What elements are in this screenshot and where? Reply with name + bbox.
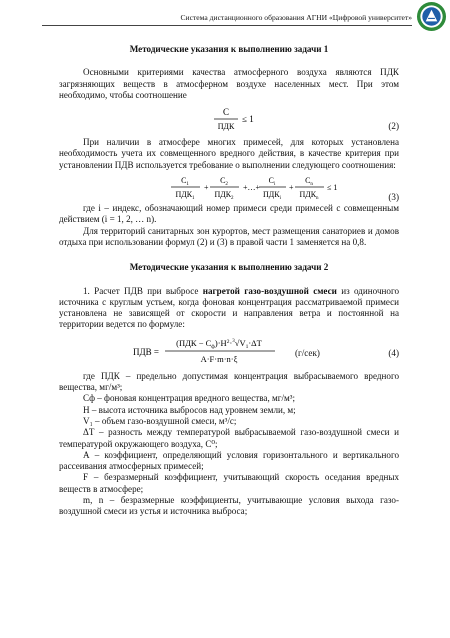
header-rule xyxy=(42,25,412,26)
page-header xyxy=(0,0,450,34)
svg-text:+: + xyxy=(289,183,294,193)
svg-text:ПДВ =: ПДВ = xyxy=(133,346,159,357)
svg-text:C: C xyxy=(222,107,230,118)
definition-a: А – коэффициент, определяющий условия горизонтального и вертикального рассеивания атмосферных примесей; xyxy=(59,449,399,472)
section1-paragraph-1: Основными критериями качества атмосферного воздуха являются ПДК загрязняющих веществ в атмосферном воздухе населенных мест. При этом необходимо, чтобы соотношение xyxy=(59,67,399,100)
definition-v1: V₁ – объем газо-воздушной смеси, м³/с; xyxy=(83,415,237,426)
svg-text:ПДК: ПДК xyxy=(217,122,235,132)
section1-paragraph-2: При наличии в атмосфере многих примесей, для которых установлена необходимость учета их совмещенного вредного действия, в качестве критерия при установлении ПДВ используется требование о выполнении следующего соотношения: xyxy=(59,137,399,170)
svg-text:+: + xyxy=(204,183,209,193)
formula-3-number: (3) xyxy=(388,192,399,203)
svg-text:A·F·m·n·ξ: A·F·m·n·ξ xyxy=(200,353,238,364)
svg-text:≤ 1: ≤ 1 xyxy=(242,114,254,125)
svg-text:+…+: +…+ xyxy=(243,183,261,193)
definition-pdk: где ПДК – предельно допустимая концентрация выбрасываемого вредного вещества, мг/м³; xyxy=(59,370,399,393)
section1-paragraph-4: Для территорий санитарных зон курортов, мест размещения санаториев и домов отдыха при использовании формул (2) и (3) в правой части 1 заменяется на 0,8. xyxy=(59,225,399,247)
formula-4 xyxy=(59,331,399,371)
section2-paragraph-1 xyxy=(59,286,399,331)
formula-2 xyxy=(59,101,399,137)
formula-3 xyxy=(59,171,399,203)
formula-2-graphic xyxy=(59,101,399,137)
svg-text:ПДКn: $ПДК_n$ xyxy=(299,190,319,202)
svg-text:Cn: $C_n$ xyxy=(305,176,313,188)
formula-2-number: (2) xyxy=(388,121,399,132)
definition-m-n: m, n – безразмерные коэффициенты, учитывающие условия выхода газо-воздушной смеси из устья и источника выброса; xyxy=(59,495,399,517)
section1-paragraph-3: где i – индекс, обозначающий номер примеси среди примесей с совмещенным действием (i = 1, 2, … n). xyxy=(59,203,399,225)
formula-4-unit: (г/сек) xyxy=(295,347,320,358)
svg-text:C2: $C_2$ xyxy=(220,176,228,188)
svg-text:ПДКi: $ПДК_i$ xyxy=(263,190,281,202)
svg-text:≤ 1: ≤ 1 xyxy=(327,183,338,193)
header-title: Система дистанционного образования АГНИ «Цифровой университет» xyxy=(180,13,412,22)
definition-h: Н – высота источника выбросов над уровнем земли, м; xyxy=(83,404,296,415)
formula-4-graphic xyxy=(59,331,399,371)
svg-text:C1: $C_1$ xyxy=(181,176,189,188)
section1-heading: Методические указания к выполнению задачи 1 xyxy=(129,44,329,54)
svg-text:(ПДК − Cф)·H2·3√V1·ΔT: $(ПДК - C_ф)\cdot H^2\cdot^3√V_1\cdot\Delta T$ xyxy=(176,337,262,350)
svg-text:ПДК1: $ПДК_1$ xyxy=(175,190,195,202)
section2-paragraph-1-bold: нагретой газо-воздушной смеси xyxy=(202,285,337,296)
section2-paragraph-1-start: 1. Расчет ПДВ при выбросе xyxy=(83,285,203,296)
formula-4-number: (4) xyxy=(388,347,399,358)
section2-heading: Методические указания к выполнению задачи 2 xyxy=(129,262,329,273)
formula-3-graphic xyxy=(59,171,399,203)
definition-delta-t: ΔТ – разность между температурой выбрасываемой газо-воздушной смеси и температурой окружающего воздуха, С⁰; xyxy=(59,427,399,449)
svg-text:ПДК2: $ПДК_2$ xyxy=(214,190,234,202)
university-emblem-icon xyxy=(416,1,447,32)
definition-cf: Сф – фоновая концентрация вредного вещества, мг/м³; xyxy=(83,393,296,404)
definition-f: F – безразмерный коэффициент, учитывающий скорость оседания вредных веществ в атмосфере; xyxy=(59,472,399,494)
document-body xyxy=(59,40,399,518)
svg-text:Ci: $C_i$ xyxy=(268,176,276,188)
section2-paragraph-1-end: из одиночного источника с круглым устьем, когда фоновая концентрация рассматриваемой примеси установлена не зависящей от скорости и направления ветра и постоянной на территории ведется по формуле: xyxy=(59,285,400,330)
